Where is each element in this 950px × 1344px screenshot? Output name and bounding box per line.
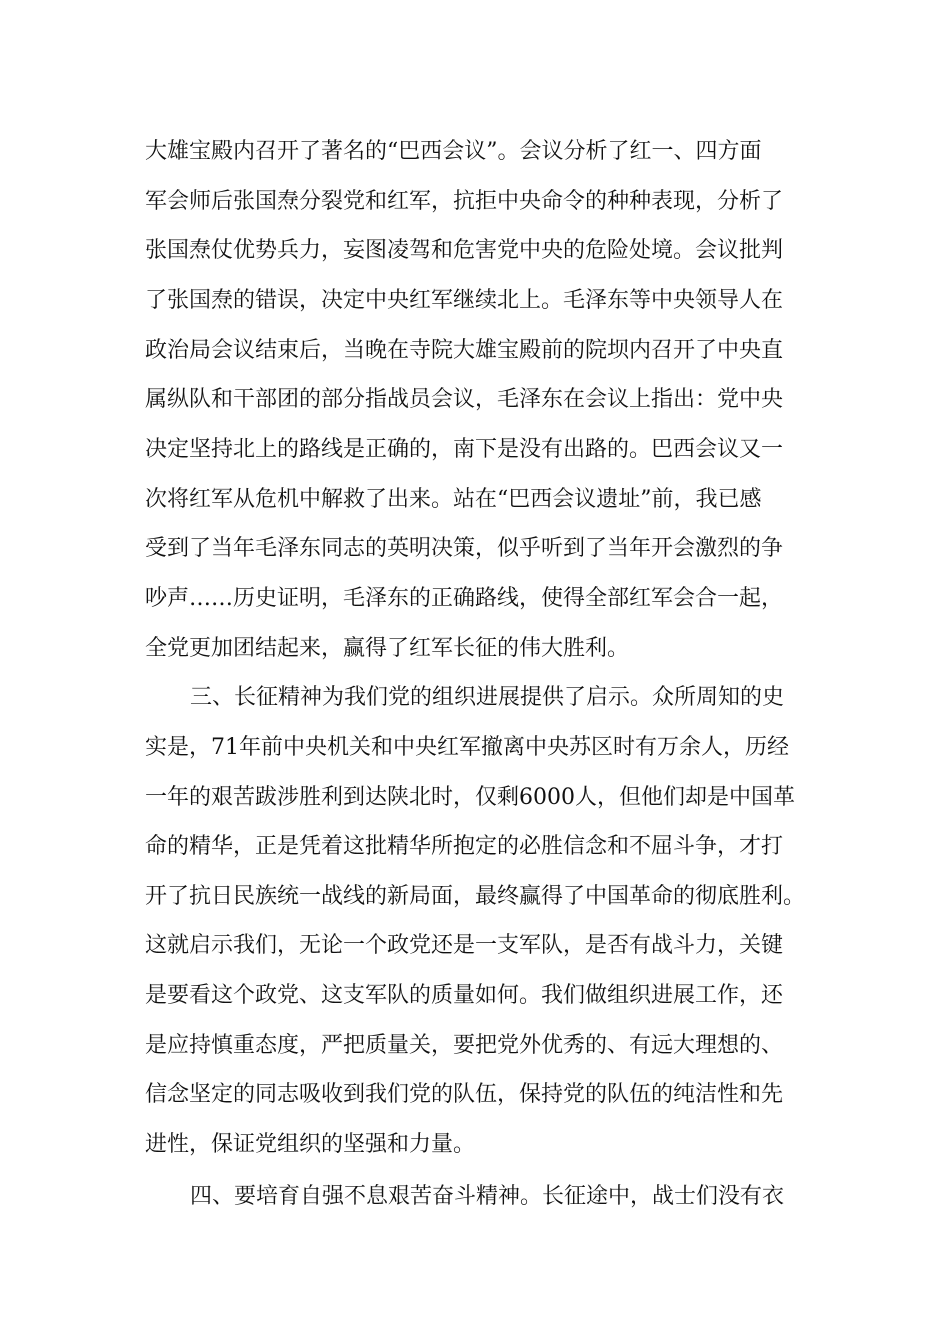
text-line: 军会师后张国焘分裂党和红军，抗拒中央命令的种种表现，分析了 xyxy=(145,189,784,214)
text-line: 实是，71年前中央机关和中央红军撤离中央苏区时有万余人，历经 xyxy=(145,735,789,760)
text-line: 命的精华，正是凭着这批精华所抱定的必胜信念和不屈斗争，才打 xyxy=(145,834,784,859)
text-line: 了张国焘的错误，决定中央红军继续北上。毛泽东等中央领导人在 xyxy=(145,288,784,313)
text-line: 受到了当年毛泽东同志的英明决策，似乎听到了当年开会激烈的争 xyxy=(145,536,784,561)
section-four-first-line: 四、要培育自强不息艰苦奋斗精神。长征途中，战士们没有衣 xyxy=(190,1184,785,1209)
text-line: 一年的艰苦跋涉胜利到达陕北时，仅剩6000人，但他们却是中国革 xyxy=(145,785,795,810)
text-line: 是要看这个政党、这支军队的质量如何。我们做组织进展工作，还 xyxy=(145,983,784,1008)
text-line: 这就启示我们，无论一个政党还是一支军队，是否有战斗力，关键 xyxy=(145,933,784,958)
text-line: 开了抗日民族统一战线的新局面，最终赢得了中国革命的彻底胜利。 xyxy=(145,884,806,909)
text-line: 决定坚持北上的路线是正确的，南下是没有出路的。巴西会议又一 xyxy=(145,437,784,462)
text-line: 政治局会议结束后，当晚在寺院大雄宝殿前的院坝内召开了中央直 xyxy=(145,338,784,363)
text-line: 属纵队和干部团的部分指战员会议，毛泽东在会议上指出：党中央 xyxy=(145,387,784,412)
text-line: 进性，保证党组织的坚强和力量。 xyxy=(145,1132,476,1157)
text-line: 全党更加团结起来，赢得了红军长征的伟大胜利。 xyxy=(145,636,630,661)
text-line: 吵声……历史证明，毛泽东的正确路线，使得全部红军会合一起， xyxy=(145,586,784,611)
text-line: 张国焘仗优势兵力，妄图凌驾和危害党中央的危险处境。会议批判 xyxy=(145,238,784,263)
text-line: 次将红军从危机中解救了出来。站在“巴西会议遗址”前，我已感 xyxy=(145,487,762,512)
text-line: 信念坚定的同志吸收到我们党的队伍，保持党的队伍的纯洁性和先 xyxy=(145,1082,784,1107)
text-line: 是应持慎重态度，严把质量关，要把党外优秀的、有远大理想的、 xyxy=(145,1033,784,1058)
text-line: 大雄宝殿内召开了著名的“巴西会议”。会议分析了红一、四方面 xyxy=(145,139,762,164)
section-three-first-line: 三、长征精神为我们党的组织进展提供了启示。众所周知的史 xyxy=(190,685,785,710)
